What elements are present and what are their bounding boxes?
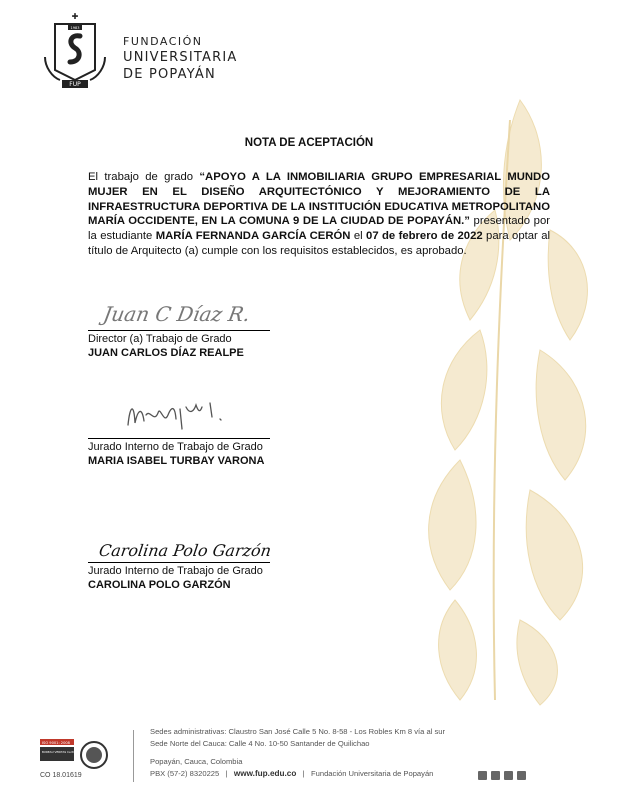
- signature-jury-1: [120, 395, 240, 435]
- document-title: NOTA DE ACEPTACIÓN: [244, 137, 374, 149]
- footer-contact: PBX (57-2) 8320225 | www.fup.edu.co | Fundación Universitaria de Popayán: [150, 769, 434, 778]
- acceptance-paragraph: [88, 170, 550, 259]
- university-logo: [40, 12, 110, 92]
- facebook-icon[interactable]: [491, 771, 500, 780]
- university-name-line2: UNIVERSITARIA: [123, 50, 238, 65]
- signature-line: [88, 562, 270, 563]
- signature-role: Jurado Interno de Trabajo de Grado: [88, 441, 263, 453]
- footer-institution: Fundación Universitaria de Popayán: [310, 769, 434, 778]
- signature-line: [88, 438, 270, 439]
- footer-address-2: Sede Norte del Cauca: Calle 4 No. 10-50 Santander de Quilichao: [150, 739, 370, 748]
- certification-code: CO 18.01619: [40, 772, 82, 779]
- paragraph-on: el: [350, 230, 367, 243]
- approval-date: 07 de febrero de 2022: [366, 230, 483, 243]
- paragraph-intro: El trabajo de grado: [88, 171, 200, 183]
- svg-text:✚: ✚: [71, 12, 79, 21]
- signature-name: JUAN CARLOS DÍAZ REALPE: [88, 346, 244, 359]
- signature-jury-2: [97, 530, 273, 566]
- signature-block-jury-1: [88, 438, 270, 468]
- footer-website-link[interactable]: www.fup.edu.co: [233, 769, 297, 778]
- university-name-line3: DE POPAYÁN: [123, 67, 216, 82]
- project-title: “APOYO A LA INMOBILIARIA GRUPO EMPRESARIAL MUNDO MUJER EN EL DISEÑO ARQUITECTÓNICO Y MEJORAMIENTO DE LA INFRAESTRUCTURA DEPORTIVA DE LA INSTITUCIÓN EDUCATIVA METROPOLITANO MARÍA OCCIDENTE, EN LA COMUNA 9 DE LA CIUDAD DE POPAYÁN.”: [88, 171, 550, 228]
- social-icons: [478, 771, 526, 780]
- footer-divider: [133, 730, 134, 782]
- signature-role: Director (a) Trabajo de Grado: [88, 333, 232, 345]
- cert-bv-label: BUREAU VERITAS Certification: [42, 750, 85, 754]
- university-name-line1: FUNDACIÓN: [123, 35, 203, 48]
- signature-role: Jurado Interno de Trabajo de Grado: [88, 565, 263, 577]
- footer-phone: PBX (57-2) 8320225: [150, 769, 220, 778]
- logo-banner: FUP: [69, 81, 81, 88]
- signature-director-script: Juan C Díaz R.: [101, 302, 253, 326]
- student-name: MARÍA FERNANDA GARCÍA CERÓN: [155, 230, 351, 243]
- signature-jury-2-script: Carolina Polo Garzón: [97, 541, 273, 560]
- signature-block-jury-2: [88, 562, 270, 592]
- youtube-icon[interactable]: [478, 771, 487, 780]
- instagram-icon[interactable]: [504, 771, 513, 780]
- signature-director: [101, 295, 255, 331]
- cert-iso-label: ISO 9001: 2008: [42, 741, 70, 745]
- signature-name: MARIA ISABEL TURBAY VARONA: [88, 454, 265, 467]
- footer-address-1: Sedes administrativas: Claustro San José Calle 5 No. 8-58 - Los Robles Km 8 vía al sur: [150, 727, 446, 736]
- signature-line: [88, 330, 270, 331]
- paragraph-presented: presentado por la estudiante: [88, 215, 550, 243]
- twitter-icon[interactable]: [517, 771, 526, 780]
- logo-year: 1983: [70, 26, 80, 30]
- signature-name: CAROLINA POLO GARZÓN: [88, 578, 231, 591]
- university-name: [123, 35, 237, 82]
- footer-city: Popayán, Cauca, Colombia: [150, 757, 243, 766]
- paragraph-end: para optar al título de Arquitecto (a) cumple con los requisitos establecidos, es aprobado.: [88, 230, 550, 257]
- signature-block-director: [88, 330, 270, 360]
